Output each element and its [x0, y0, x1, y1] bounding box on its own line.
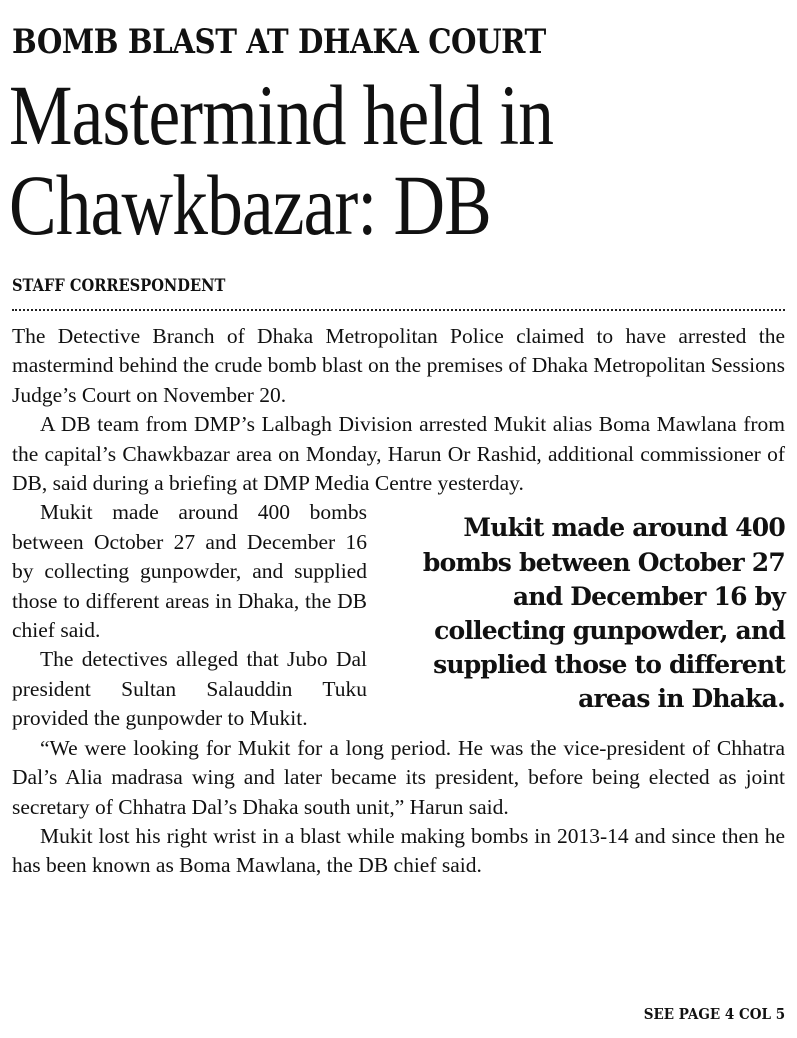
paragraph-1: The Detective Branch of Dhaka Metropolitan Police claimed to have arrested the mastermind behind the crude bomb blast on the premises of Dhaka Metropolitan Sessions Judge’s Court on November 20.	[12, 324, 785, 407]
continuation-note: SEE PAGE 4 COL 5	[643, 1005, 785, 1023]
paragraph-2: A DB team from DMP’s Lalbagh Division arrested Mukit alias Boma Mawlana from the capital’s Chawkbazar area on Monday, Harun Or Rashid, additional commissioner of DB, said during a briefing at DMP Media Centre yesterday.	[12, 412, 785, 496]
paragraph-4: The detectives alleged that Jubo Dal president Sultan Salauddin Tuku provided the gunpowder to Mukit.	[12, 647, 367, 731]
headline-line-2: Chawkbazar: DB	[9, 157, 491, 253]
pull-quote: Mukit made around 400 bombs between October 27 and December 16 by collecting gunpowder, and supplied those to different areas in Dhaka.	[422, 513, 785, 714]
article-body	[12, 322, 785, 881]
byline: STAFF CORRESPONDENT	[12, 276, 226, 296]
dotted-divider	[12, 309, 785, 311]
headline	[9, 67, 797, 253]
kicker: BOMB BLAST AT DHAKA COURT	[12, 22, 546, 62]
paragraph-6: Mukit lost his right wrist in a blast while making bombs in 2013-14 and since then he has been known as Boma Mawlana, the DB chief said.	[12, 823, 785, 878]
headline-line-1: Mastermind held in	[9, 67, 554, 163]
paragraph-5: “We were looking for Mukit for a long period. He was the vice-president of Chhatra Dal’s Alia madrasa wing and later became its president, before being elected as joint secretary of Chhatra Dal’s Dhaka south unit,” Harun said.	[12, 735, 785, 819]
paragraph-3: Mukit made around 400 bombs between October 27 and December 16 by collecting gunpowder, and supplied those to different areas in Dhaka, the DB chief said.	[12, 500, 367, 643]
